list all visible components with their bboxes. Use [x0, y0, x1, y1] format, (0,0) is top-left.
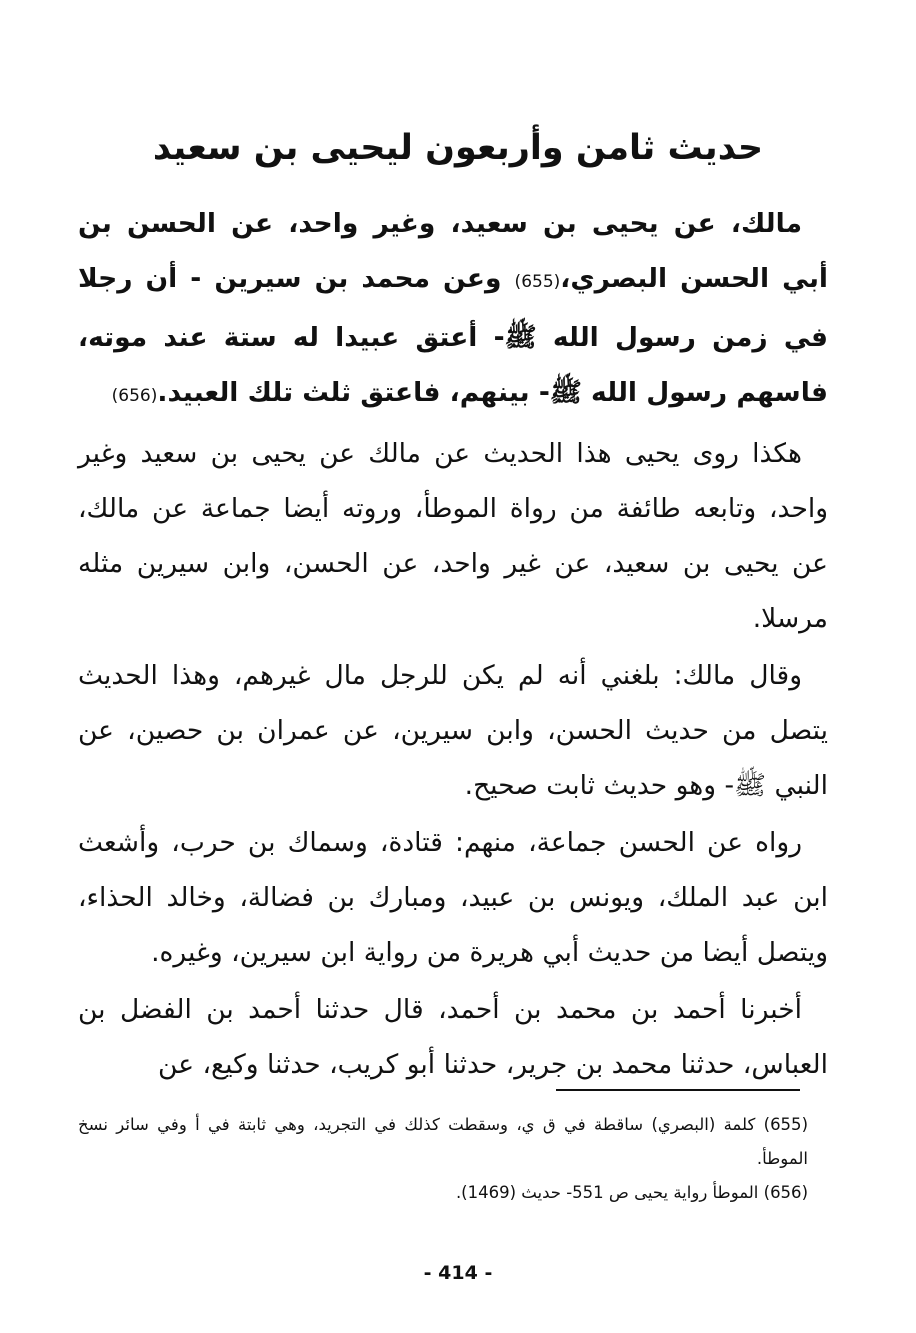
- page-number: - 414 -: [423, 1262, 493, 1284]
- hadith-title: حديث ثامن وأربعون ليحيى بن سعيد: [152, 128, 764, 168]
- footnote-divider: [556, 1089, 800, 1091]
- commentary-paragraph: [78, 648, 828, 813]
- commentary-paragraph: [78, 426, 828, 646]
- commentary-paragraph: [78, 815, 828, 980]
- commentary-text: وقال مالك: بلغني أنه لم يكن للرجل مال غيرهم، وهذا الحديث يتصل من حديث الحسن، وابن سيرين، عن عمران بن حصين، عن النبي ﷺ- وهو حديث ثابت صحيح.: [78, 660, 828, 801]
- main-text: [78, 196, 828, 1094]
- hadith-text-part1: مالك، عن يحيى بن سعيد، وغير واحد، عن الحسن بن أبي الحسن البصري،: [78, 208, 828, 294]
- footnote-656: (656) الموطأ رواية يحيى ص 551- حديث (1469).: [455, 1183, 808, 1202]
- commentary-text: رواه عن الحسن جماعة، منهم: قتادة، وسماك بن حرب، وأشعث ابن عبد الملك، ويونس بن عبيد، ومبارك بن فضالة، وخالد الحذاء، ويتصل أيضا من حديث أبي هريرة من رواية ابن سيرين، وغيره.: [78, 827, 828, 968]
- footnotes: [78, 1108, 808, 1210]
- footnote-ref-655: (655): [514, 272, 561, 292]
- commentary-text: أخبرنا أحمد بن محمد بن أحمد، قال حدثنا أحمد بن الفضل بن العباس، حدثنا محمد بن جرير، حدثنا أبو كريب، حدثنا وكيع، عن: [78, 994, 828, 1080]
- commentary-paragraph: [78, 982, 828, 1092]
- footnote-655: (655) كلمة (البصري) ساقطة في ق ي، وسقطت كذلك في التجريد، وهي ثابتة في أ وفي سائر نسخ الموطأ.: [78, 1115, 808, 1168]
- commentary-text: هكذا روى يحيى هذا الحديث عن مالك عن يحيى بن سعيد وغير واحد، وتابعه طائفة من رواة الموطأ، وروته أيضا جماعة عن مالك، عن يحيى بن سعيد، عن غير واحد، عن الحسن، وابن سيرين مثله مرسلا.: [78, 438, 828, 634]
- hadith-text-part2: وعن محمد بن سيرين - أن رجلا في زمن رسول الله ﷺ- أعتق عبيدا له ستة عند موته، فاسهم رسول الله ﷺ- بينهم، فاعتق ثلث تلك العبيد.: [78, 263, 828, 408]
- footnote-ref-656: (656): [111, 386, 158, 406]
- hadith-paragraph: [78, 196, 828, 424]
